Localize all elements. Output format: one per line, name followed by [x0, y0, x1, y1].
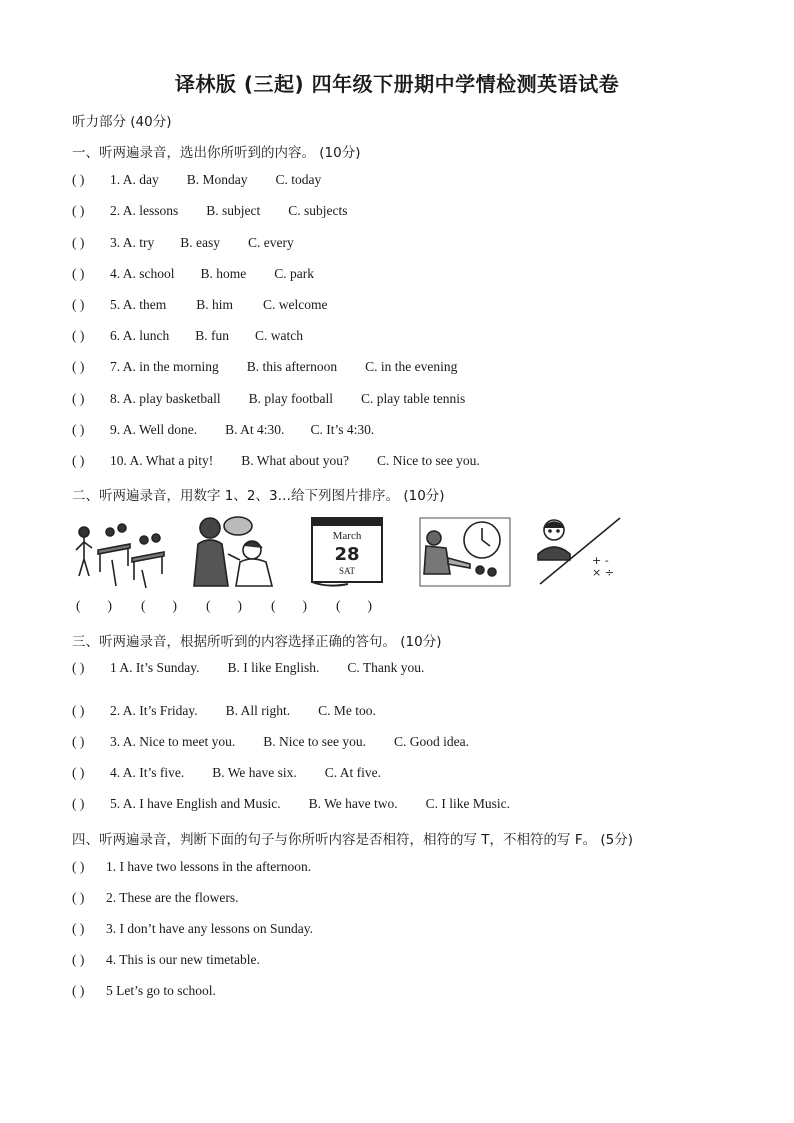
option-a: 1. A. day	[110, 172, 159, 187]
answer-blank[interactable]: ( )	[72, 703, 85, 718]
answer-blank[interactable]: ( )	[72, 172, 85, 187]
listening-header: 听力部分 (40分)	[72, 114, 172, 130]
option-a: 8. A. play basketball	[110, 391, 221, 406]
option-b: B. Monday	[186, 172, 248, 187]
answer-blank[interactable]: ( )	[72, 235, 85, 250]
option-a: 2. A. lessons	[110, 203, 179, 218]
option-c: C. Me too.	[318, 703, 376, 718]
answer-blank[interactable]: ( )	[72, 765, 85, 780]
option-c: C. park	[274, 266, 315, 281]
picture-answer-blank[interactable]: ( )	[76, 598, 112, 613]
picture-answer-blank[interactable]: ( )	[271, 598, 307, 613]
option-b: B. What about you?	[241, 453, 349, 468]
answer-blank[interactable]: ( )	[72, 796, 85, 811]
option-b: B. play football	[248, 391, 333, 406]
answer-blank[interactable]: ( )	[72, 734, 85, 749]
question-row	[72, 203, 348, 219]
option-a: 3. A. Nice to meet you.	[110, 734, 236, 749]
question-row	[72, 266, 314, 282]
statement-text: 5 Let’s go to school.	[106, 983, 216, 998]
question-row	[72, 297, 328, 313]
statement-text: 2. These are the flowers.	[106, 890, 239, 905]
classroom-picture	[72, 514, 170, 588]
calendar-picture	[308, 514, 386, 588]
section1-heading: 一、听两遍录音，选出你所听到的内容。 (10分)	[72, 145, 361, 161]
picture-answer-blank[interactable]: ( )	[141, 598, 177, 613]
option-b: B. Nice to see you.	[263, 734, 366, 749]
option-c: C. every	[248, 235, 294, 250]
calendar-weekday: SAT	[338, 566, 356, 576]
woman-and-girl-picture	[188, 514, 284, 588]
calendar-day: 28	[334, 544, 360, 565]
option-b: B. All right.	[225, 703, 291, 718]
option-c: C. in the evening	[365, 359, 458, 374]
calendar-month: March	[332, 530, 362, 542]
question-row	[72, 660, 424, 676]
option-a: 5. A. I have English and Music.	[110, 796, 281, 811]
option-b: B. this afternoon	[246, 359, 338, 374]
option-c: C. play table tennis	[360, 391, 466, 406]
option-a: 7. A. in the morning	[110, 359, 219, 374]
option-a: 4. A. It’s five.	[110, 765, 185, 780]
option-b: B. At 4:30.	[225, 422, 285, 437]
statement-row	[72, 983, 216, 999]
answer-blank[interactable]: ( )	[72, 391, 85, 406]
statement-row	[72, 952, 260, 968]
answer-blank[interactable]: ( )	[72, 203, 85, 218]
section2-heading: 二、听两遍录音，用数字 1、2、3…给下列图片排序。 (10分)	[72, 488, 445, 504]
option-b: B. fun	[195, 328, 229, 343]
option-a: 9. A. Well done.	[110, 422, 198, 437]
math-symbols-bottom: × ÷	[592, 566, 614, 579]
question-row	[72, 359, 457, 375]
option-b: B. I like English.	[227, 660, 320, 675]
answer-blank[interactable]: ( )	[72, 422, 85, 437]
section3-heading: 三、听两遍录音，根据所听到的内容选择正确的答句。 (10分)	[72, 634, 442, 650]
option-a: 6. A. lunch	[110, 328, 170, 343]
question-row	[72, 453, 480, 469]
option-c: C. Nice to see you.	[376, 453, 480, 468]
statement-text: 1. I have two lessons in the afternoon.	[106, 859, 312, 874]
answer-blank[interactable]: ( )	[72, 890, 85, 905]
question-row	[72, 703, 376, 719]
question-row	[72, 391, 465, 407]
option-c: C. I like Music.	[425, 796, 511, 811]
option-a: 1 A. It’s Sunday.	[110, 660, 200, 675]
option-b: B. We have two.	[308, 796, 398, 811]
picture-answer-blank[interactable]: ( )	[336, 598, 372, 613]
option-b: B. subject	[206, 203, 261, 218]
statement-row	[72, 859, 311, 875]
option-c: C. watch	[255, 328, 303, 343]
picture-answer-blank[interactable]: ( )	[206, 598, 242, 613]
statement-row	[72, 890, 238, 906]
question-row	[72, 235, 294, 251]
answer-blank[interactable]: ( )	[72, 660, 85, 675]
section4-heading: 四、听两遍录音，判断下面的句子与你所听内容是否相符，相符的写 T，不相符的写 F。 (5分)	[72, 832, 634, 848]
statement-text: 4. This is our new timetable.	[106, 952, 260, 967]
option-b: B. We have six.	[212, 765, 297, 780]
exam-title: 译林版 (三起) 四年级下册期中学情检测英语试卷	[174, 72, 620, 96]
option-a: 2. A. It’s Friday.	[110, 703, 198, 718]
option-c: C. Thank you.	[347, 660, 425, 675]
option-c: C. today	[275, 172, 322, 187]
question-row	[72, 172, 321, 188]
option-a: 10. A. What a pity!	[110, 453, 214, 468]
answer-blank[interactable]: ( )	[72, 359, 85, 374]
option-c: C. At five.	[324, 765, 382, 780]
clock-lunch-picture	[418, 514, 512, 588]
math-symbols-top: + -	[592, 554, 609, 567]
option-b: B. easy	[180, 235, 221, 250]
question-row	[72, 422, 374, 438]
option-c: C. It’s 4:30.	[310, 422, 375, 437]
answer-blank[interactable]: ( )	[72, 297, 85, 312]
statement-row	[72, 921, 313, 937]
option-b: B. home	[200, 266, 247, 281]
answer-blank[interactable]: ( )	[72, 859, 85, 874]
option-a: 5. A. them	[110, 297, 167, 312]
answer-blank[interactable]: ( )	[72, 983, 85, 998]
answer-blank[interactable]: ( )	[72, 952, 85, 967]
statement-text: 3. I don’t have any lessons on Sunday.	[106, 921, 313, 936]
boy-math-picture	[536, 514, 626, 588]
option-c: C. welcome	[263, 297, 328, 312]
answer-blank[interactable]: ( )	[72, 266, 85, 281]
option-b: B. him	[196, 297, 234, 312]
question-row	[72, 328, 303, 344]
answer-blank[interactable]: ( )	[72, 328, 85, 343]
answer-blank[interactable]: ( )	[72, 921, 85, 936]
question-row	[72, 796, 510, 812]
option-c: C. Good idea.	[393, 734, 469, 749]
option-c: C. subjects	[288, 203, 348, 218]
question-row	[72, 765, 381, 781]
answer-blank[interactable]: ( )	[72, 453, 85, 468]
question-row	[72, 734, 469, 750]
option-a: 4. A. school	[110, 266, 175, 281]
option-a: 3. A. try	[110, 235, 155, 250]
